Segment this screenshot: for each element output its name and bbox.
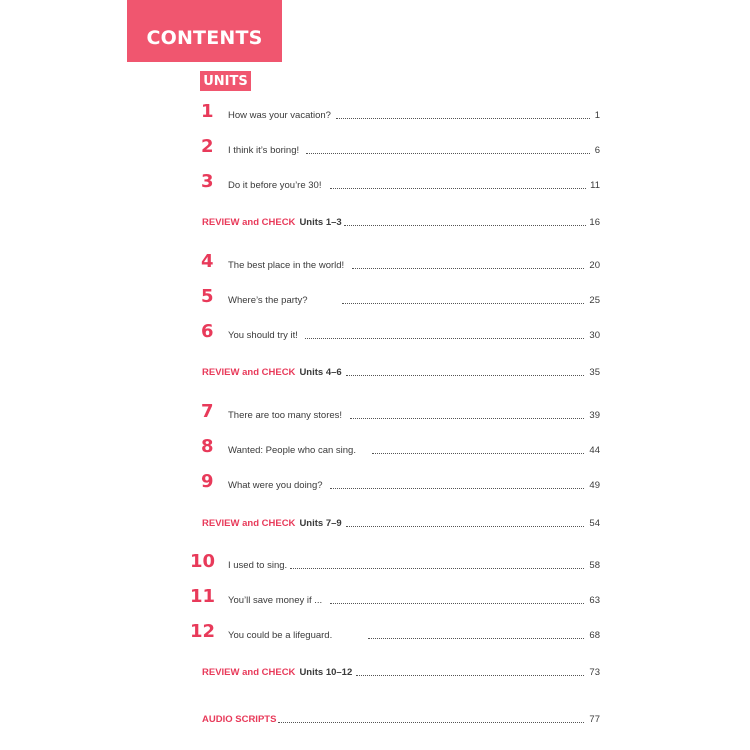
dot-leader xyxy=(278,722,584,723)
toc-entry-unit-9[interactable] xyxy=(190,468,600,492)
toc-entry-unit-6[interactable] xyxy=(190,318,600,342)
review-units: Units 1–3 xyxy=(299,217,342,228)
unit-number: 3 xyxy=(201,171,214,192)
review-label: REVIEW and CHECK xyxy=(202,518,296,529)
toc-entry-review-2[interactable] xyxy=(190,355,600,379)
unit-number: 9 xyxy=(201,471,214,492)
dot-leader xyxy=(305,338,584,339)
page-number: 6 xyxy=(594,145,600,156)
toc-entry-unit-5[interactable] xyxy=(190,283,600,307)
toc-entry-review-1[interactable] xyxy=(190,205,600,229)
page-number: 39 xyxy=(589,410,600,421)
unit-title: I think it’s boring! xyxy=(228,145,300,156)
page-number: 35 xyxy=(589,367,600,378)
toc-entry-unit-7[interactable] xyxy=(190,398,600,422)
page-number: 25 xyxy=(589,295,600,306)
review-units: Units 10–12 xyxy=(299,667,353,678)
unit-title: You could be a lifeguard. xyxy=(228,630,333,641)
unit-number: 2 xyxy=(201,136,214,157)
units-section-badge xyxy=(200,71,251,91)
unit-title: Do it before you’re 30! xyxy=(228,180,322,191)
page-number: 11 xyxy=(590,180,600,191)
dot-leader xyxy=(356,675,584,676)
toc-entry-unit-8[interactable] xyxy=(190,433,600,457)
page-number: 1 xyxy=(594,110,600,121)
dot-leader xyxy=(350,418,584,419)
review-units: Units 7–9 xyxy=(299,518,342,529)
review-units: Units 4–6 xyxy=(299,367,342,378)
page-title: CONTENTS xyxy=(146,27,263,49)
toc-entry-unit-11[interactable] xyxy=(190,583,600,607)
page-number: 30 xyxy=(589,330,600,341)
unit-number: 8 xyxy=(201,436,214,457)
unit-title: What were you doing? xyxy=(228,480,323,491)
dot-leader xyxy=(344,225,586,226)
review-label: REVIEW and CHECK xyxy=(202,367,296,378)
toc-entry-audio-scripts[interactable] xyxy=(190,702,600,726)
dot-leader xyxy=(352,268,584,269)
contents-header-banner xyxy=(127,0,282,62)
page-number: 20 xyxy=(589,260,600,271)
dot-leader xyxy=(346,375,584,376)
toc-entry-unit-4[interactable] xyxy=(190,248,600,272)
toc-entry-unit-3[interactable] xyxy=(190,168,600,192)
page-number: 73 xyxy=(589,667,600,678)
page-number: 77 xyxy=(589,714,600,725)
unit-number: 10 xyxy=(190,551,216,572)
toc-entry-review-3[interactable] xyxy=(190,506,600,530)
page-number: 68 xyxy=(589,630,600,641)
unit-number: 7 xyxy=(201,401,214,422)
unit-number: 12 xyxy=(190,621,216,642)
dot-leader xyxy=(306,153,590,154)
review-label: REVIEW and CHECK xyxy=(202,667,296,678)
page-number: 16 xyxy=(589,217,600,228)
page-number: 63 xyxy=(589,595,600,606)
dot-leader xyxy=(346,526,584,527)
toc-entry-review-4[interactable] xyxy=(190,655,600,679)
unit-number: 1 xyxy=(201,101,214,122)
toc-entry-unit-12[interactable] xyxy=(190,618,600,642)
dot-leader xyxy=(336,118,590,119)
review-label: REVIEW and CHECK xyxy=(202,217,296,228)
unit-title: There are too many stores! xyxy=(228,410,343,421)
unit-number: 4 xyxy=(201,251,214,272)
unit-number: 6 xyxy=(201,321,214,342)
audio-scripts-label: AUDIO SCRIPTS xyxy=(202,714,277,725)
dot-leader xyxy=(330,188,586,189)
unit-number: 11 xyxy=(190,586,216,607)
unit-title: You should try it! xyxy=(228,330,298,341)
unit-title: Wanted: People who can sing. xyxy=(228,445,356,456)
unit-number: 5 xyxy=(201,286,214,307)
dot-leader xyxy=(368,638,584,639)
dot-leader xyxy=(330,488,584,489)
toc-entry-unit-10[interactable] xyxy=(190,548,600,572)
unit-title: I used to sing. xyxy=(228,560,288,571)
unit-title: Where’s the party? xyxy=(228,295,308,306)
page-number: 58 xyxy=(589,560,600,571)
page-number: 44 xyxy=(589,445,600,456)
dot-leader xyxy=(342,303,584,304)
page-number: 49 xyxy=(589,480,600,491)
units-section-label: UNITS xyxy=(203,73,248,89)
dot-leader xyxy=(290,568,584,569)
unit-title: You’ll save money if ... xyxy=(228,595,323,606)
dot-leader xyxy=(372,453,584,454)
unit-title: The best place in the world! xyxy=(228,260,345,271)
unit-title: How was your vacation? xyxy=(228,110,331,121)
dot-leader xyxy=(330,603,584,604)
page-number: 54 xyxy=(589,518,600,529)
toc-entry-unit-2[interactable] xyxy=(190,133,600,157)
toc-entry-unit-1[interactable] xyxy=(190,98,600,122)
